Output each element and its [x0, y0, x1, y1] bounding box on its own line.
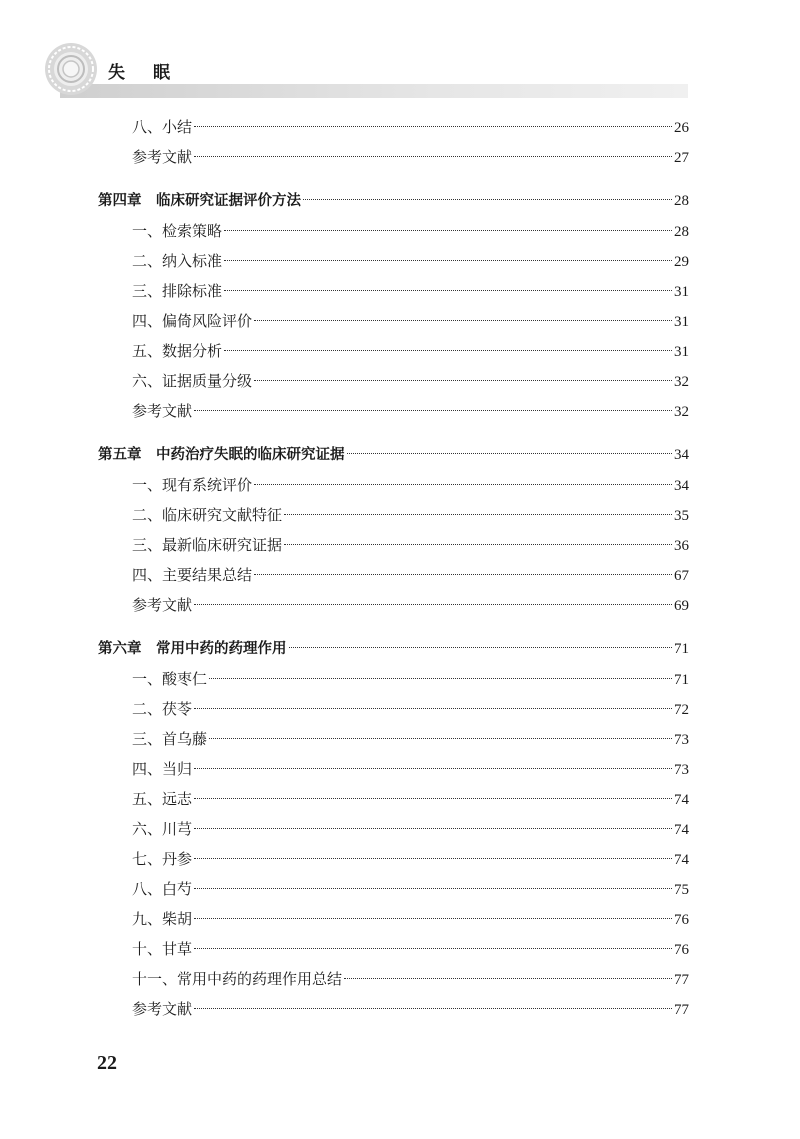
toc-section-entry[interactable] [98, 470, 689, 500]
table-of-contents [98, 112, 689, 1024]
toc-entry-title: 一、酸枣仁 [132, 670, 208, 688]
toc-entry-title: 第四章 临床研究证据评价方法 [98, 193, 301, 209]
dot-leader [284, 544, 672, 545]
dot-leader [224, 260, 672, 261]
toc-entry-title: 二、纳入标准 [132, 252, 223, 270]
header-band [60, 84, 688, 98]
toc-entry-title: 六、川芎 [132, 820, 193, 838]
dot-leader [224, 230, 672, 231]
toc-entry-title: 参考文献 [132, 596, 193, 614]
toc-section-entry[interactable] [98, 814, 689, 844]
ornament-emblem-icon [44, 42, 98, 96]
toc-entry-page: 77 [674, 972, 689, 988]
dot-leader [194, 156, 672, 157]
toc-section-entry[interactable] [98, 276, 689, 306]
dot-leader [194, 948, 672, 949]
toc-entry-title: 八、小结 [132, 118, 193, 136]
toc-section-entry[interactable] [98, 964, 689, 994]
dot-leader [194, 604, 672, 605]
toc-entry-title: 一、现有系统评价 [132, 476, 253, 494]
toc-entry-page: 35 [674, 508, 689, 524]
toc-section-entry[interactable] [98, 306, 689, 336]
toc-section-entry[interactable] [98, 560, 689, 590]
chapter-gap [98, 426, 689, 440]
running-title: 失眠 [108, 63, 198, 83]
toc-entry-page: 29 [674, 254, 689, 270]
toc-entry-page: 67 [674, 568, 689, 584]
toc-section-entry[interactable] [98, 216, 689, 246]
toc-entry-page: 74 [674, 822, 689, 838]
dot-leader [194, 708, 672, 709]
toc-section-entry[interactable] [98, 396, 689, 426]
toc-entry-title: 七、丹参 [132, 850, 193, 868]
toc-entry-page: 32 [674, 374, 689, 390]
toc-section-entry[interactable] [98, 500, 689, 530]
toc-entry-title: 四、主要结果总结 [132, 566, 253, 584]
toc-section-entry[interactable] [98, 366, 689, 396]
toc-section-entry[interactable] [98, 844, 689, 874]
dot-leader [347, 453, 673, 454]
dot-leader [303, 199, 672, 200]
page-header [0, 0, 800, 100]
toc-entry-page: 34 [674, 447, 689, 463]
toc-section-entry[interactable] [98, 246, 689, 276]
toc-entry-title: 五、数据分析 [132, 342, 223, 360]
toc-entry-page: 32 [674, 404, 689, 420]
toc-chapter-entry[interactable] [98, 634, 689, 664]
toc-entry-title: 三、首乌藤 [132, 730, 208, 748]
toc-section-entry[interactable] [98, 590, 689, 620]
toc-entry-title: 参考文献 [132, 148, 193, 166]
dot-leader [194, 1008, 672, 1009]
toc-entry-page: 77 [674, 1002, 689, 1018]
toc-entry-title: 四、偏倚风险评价 [132, 312, 253, 330]
toc-section-entry[interactable] [98, 994, 689, 1024]
dot-leader [194, 828, 672, 829]
toc-section-entry[interactable] [98, 112, 689, 142]
toc-entry-title: 六、证据质量分级 [132, 372, 253, 390]
toc-entry-page: 73 [674, 762, 689, 778]
dot-leader [194, 768, 672, 769]
dot-leader [194, 798, 672, 799]
toc-entry-page: 76 [674, 942, 689, 958]
chapter-gap [98, 172, 689, 186]
toc-entry-page: 74 [674, 792, 689, 808]
dot-leader [254, 574, 672, 575]
toc-chapter-entry[interactable] [98, 186, 689, 216]
toc-entry-title: 三、最新临床研究证据 [132, 536, 283, 554]
toc-section-entry[interactable] [98, 530, 689, 560]
chapter-gap [98, 620, 689, 634]
toc-entry-page: 73 [674, 732, 689, 748]
toc-entry-title: 第五章 中药治疗失眠的临床研究证据 [98, 447, 345, 463]
dot-leader [194, 858, 672, 859]
dot-leader [194, 126, 672, 127]
toc-entry-page: 31 [674, 284, 689, 300]
toc-section-entry[interactable] [98, 724, 689, 754]
toc-entry-title: 四、当归 [132, 760, 193, 778]
toc-entry-page: 69 [674, 598, 689, 614]
toc-entry-page: 75 [674, 882, 689, 898]
dot-leader [289, 647, 673, 648]
toc-entry-page: 36 [674, 538, 689, 554]
toc-entry-title: 九、柴胡 [132, 910, 193, 928]
toc-entry-page: 31 [674, 344, 689, 360]
toc-section-entry[interactable] [98, 754, 689, 784]
toc-entry-title: 三、排除标准 [132, 282, 223, 300]
toc-entry-title: 五、远志 [132, 790, 193, 808]
toc-section-entry[interactable] [98, 784, 689, 814]
toc-entry-page: 28 [674, 224, 689, 240]
toc-entry-title: 十一、常用中药的药理作用总结 [132, 970, 343, 988]
toc-entry-title: 参考文献 [132, 402, 193, 420]
dot-leader [344, 978, 672, 979]
toc-entry-page: 26 [674, 120, 689, 136]
toc-entry-title: 第六章 常用中药的药理作用 [98, 641, 287, 657]
toc-entry-page: 76 [674, 912, 689, 928]
toc-entry-page: 72 [674, 702, 689, 718]
toc-entry-page: 34 [674, 478, 689, 494]
toc-chapter-entry[interactable] [98, 440, 689, 470]
toc-entry-title: 二、临床研究文献特征 [132, 506, 283, 524]
toc-section-entry[interactable] [98, 142, 689, 172]
toc-section-entry[interactable] [98, 934, 689, 964]
dot-leader [284, 514, 672, 515]
dot-leader [209, 678, 672, 679]
dot-leader [254, 380, 672, 381]
toc-section-entry[interactable] [98, 664, 689, 694]
toc-entry-page: 71 [674, 672, 689, 688]
dot-leader [194, 888, 672, 889]
page-number: 22 [97, 1052, 117, 1074]
dot-leader [194, 410, 672, 411]
dot-leader [224, 350, 672, 351]
toc-section-entry[interactable] [98, 336, 689, 366]
toc-entry-title: 参考文献 [132, 1000, 193, 1018]
toc-entry-title: 二、茯苓 [132, 700, 193, 718]
toc-entry-title: 一、检索策略 [132, 222, 223, 240]
toc-entry-title: 十、甘草 [132, 940, 193, 958]
dot-leader [194, 918, 672, 919]
dot-leader [224, 290, 672, 291]
toc-entry-title: 八、白芍 [132, 880, 193, 898]
toc-entry-page: 28 [674, 193, 689, 209]
toc-section-entry[interactable] [98, 904, 689, 934]
dot-leader [209, 738, 672, 739]
dot-leader [254, 484, 672, 485]
dot-leader [254, 320, 672, 321]
toc-entry-page: 71 [674, 641, 689, 657]
toc-entry-page: 31 [674, 314, 689, 330]
toc-section-entry[interactable] [98, 694, 689, 724]
toc-entry-page: 74 [674, 852, 689, 868]
toc-entry-page: 27 [674, 150, 689, 166]
toc-section-entry[interactable] [98, 874, 689, 904]
